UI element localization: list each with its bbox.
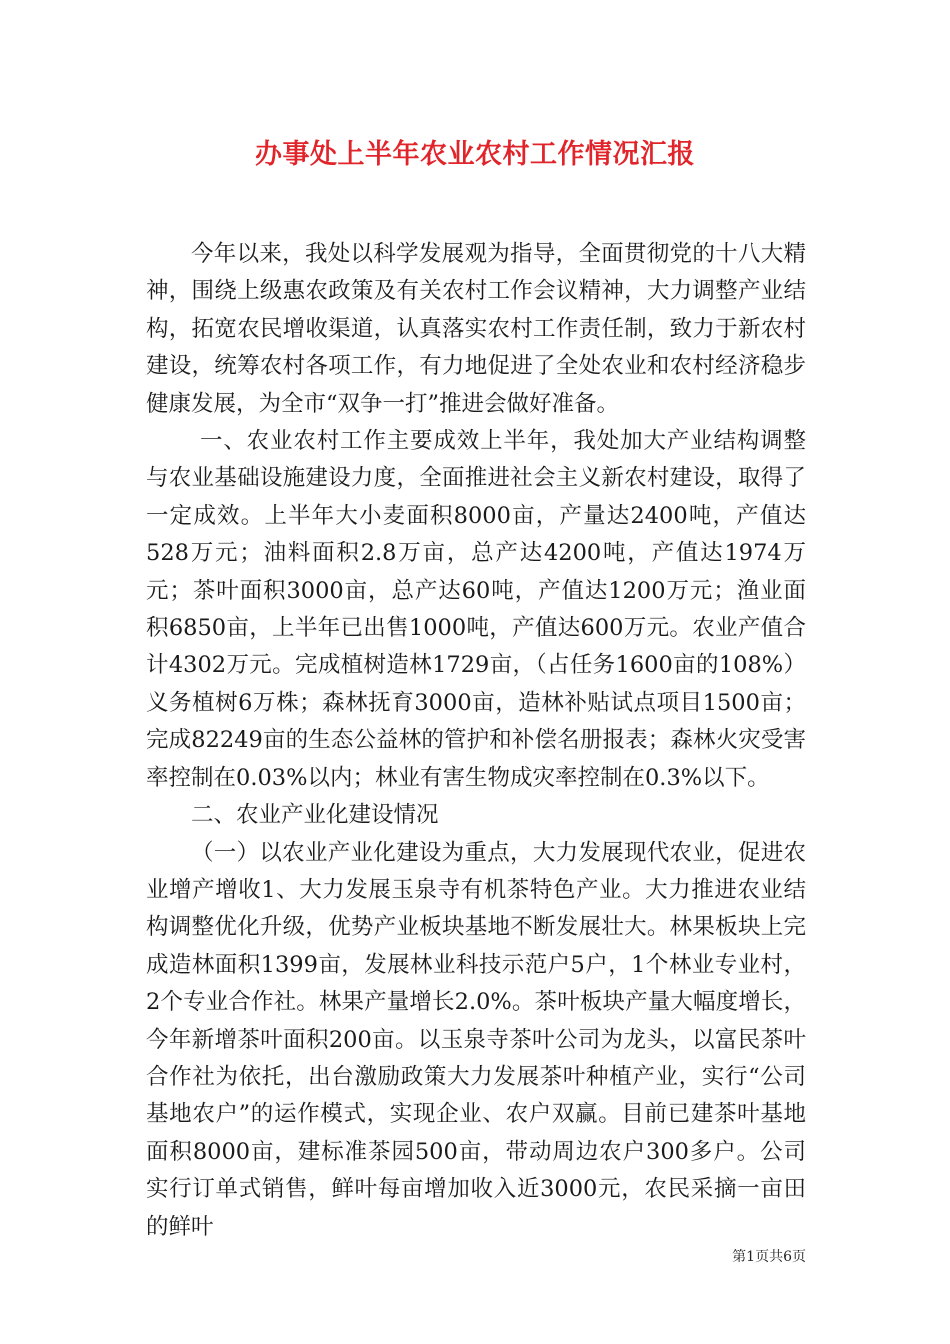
paragraph-section-1: 一、农业农村工作主要成效上半年，我处加大产业结构调整与农业基础设施建设力度，全面推进社会主义新农村建设，取得了一定成效。上半年大小麦面积8000亩，产量达2400吨，产值达528万元；油料面积2.8万亩，总产达4200吨，产值达1974万元；茶叶面积3000亩，总产达60吨，产值达1200万元；渔业面积6850亩，上半年已出售1000吨，产值达600万元。农业产值合计4302万元。完成植树造林1729亩，（占任务1600亩的108%）义务植树6万株；森林抚育3000亩，造林补贴试点项目1500亩；完成82249亩的生态公益林的管护和补偿名册报表；森林火灾受害率控制在0.03%以内；林业有害生物成灾率控制在0.3%以下。 — [146, 428, 806, 791]
document-title: 办事处上半年农业农村工作情况汇报 — [255, 139, 695, 170]
page-footer: 第1页共6页 — [732, 1249, 806, 1265]
paragraph-section-2-heading: 二、农业产业化建设情况 — [191, 802, 439, 829]
paragraph-section-2-1: （一）以农业产业化建设为重点，大力发展现代农业，促进农业增产增收1、大力发展玉泉寺有机茶特色产业。大力推进农业结构调整优化升级，优势产业板块基地不断发展壮大。林果板块上完成造林面积1399亩，发展林业科技示范户5户，1个林业专业村，2个专业合作社。林果产量增长2.0%。茶叶板块产量大幅度增长，今年新增茶叶面积200亩。以玉泉寺茶叶公司为龙头，以富民茶叶合作社为依托，出台激励政策大力发展茶叶种植产业，实行“公司基地农户”的运作模式，实现企业、农户双赢。目前已建茶叶基地面积8000亩，建标准茶园500亩，带动周边农户300多户。公司实行订单式销售，鲜叶每亩增加收入近3000元，农民采摘一亩田的鲜叶 — [146, 839, 806, 1240]
paragraph-intro: 今年以来，我处以科学发展观为指导，全面贯彻党的十八大精神，围绕上级惠农政策及有关农村工作会议精神，大力调整产业结构，拓宽农民增收渠道，认真落实农村工作责任制，致力于新农村建设，统筹农村各项工作，有力地促进了全处农业和农村经济稳步健康发展，为全市“双争一打”推进会做好准备。 — [146, 241, 806, 417]
document-body — [146, 236, 806, 1246]
